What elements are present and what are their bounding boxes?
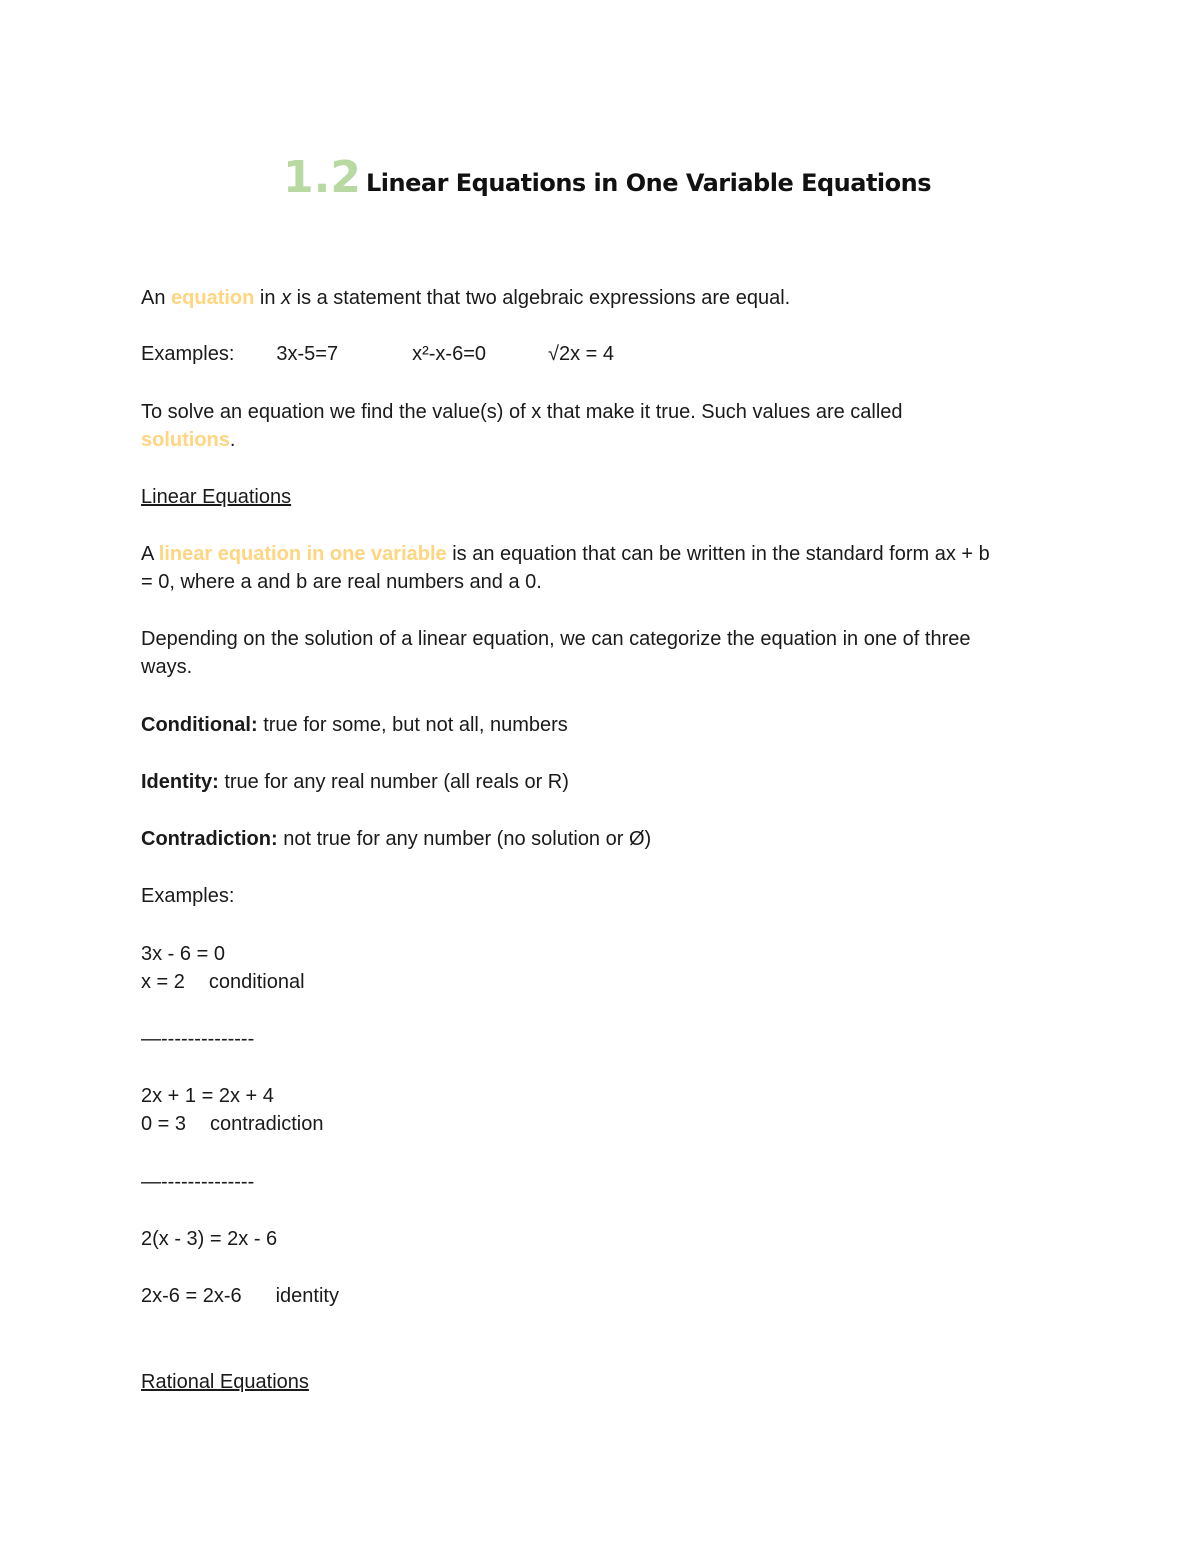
category-desc: true for some, but not all, numbers xyxy=(257,714,568,736)
variable-x: x xyxy=(281,287,292,309)
example-2-solution xyxy=(141,1110,323,1138)
examples-label: Examples: xyxy=(141,343,235,365)
category-desc: not true for any number (no solution or Ø) xyxy=(277,828,652,850)
category-contradiction xyxy=(141,825,651,853)
linear-text-b: is an equation that can be written in the standard form ax + b xyxy=(446,543,990,565)
example-solution: 0 = 3 xyxy=(141,1113,187,1135)
example-type: conditional xyxy=(208,971,305,993)
heading-linear-equations: Linear Equations xyxy=(141,486,292,508)
term-solutions: solutions xyxy=(141,429,230,451)
example-type: identity xyxy=(275,1285,339,1307)
def-text-c: is a statement that two algebraic expressions are equal. xyxy=(291,287,791,309)
category-identity xyxy=(141,768,569,796)
example-2-equation: 2x + 1 = 2x + 4 xyxy=(141,1085,274,1107)
example-item: 3x-5=7 xyxy=(276,343,339,365)
def-text-b: in xyxy=(254,287,282,309)
linear-definition xyxy=(141,540,990,568)
category-term: Conditional: xyxy=(141,714,258,736)
category-term: Contradiction: xyxy=(141,828,278,850)
example-item: √2x = 4 xyxy=(548,343,615,365)
definition-paragraph xyxy=(141,284,790,312)
example-3-equation: 2(x - 3) = 2x - 6 xyxy=(141,1228,278,1250)
category-term: Identity: xyxy=(141,771,219,793)
examples-row xyxy=(141,340,614,368)
categorize-text: Depending on the solution of a linear equation, we can categorize the equation in one of three xyxy=(141,628,971,650)
example-1-solution xyxy=(141,968,305,996)
term-equation: equation xyxy=(171,287,255,309)
solve-text: To solve an equation we find the value(s) of x that make it true. Such values are called xyxy=(141,401,903,423)
solve-text-end xyxy=(141,426,235,454)
example-1-equation: 3x - 6 = 0 xyxy=(141,943,225,965)
section-number: 1.2 xyxy=(283,152,361,203)
example-solution: x = 2 xyxy=(141,971,185,993)
separator: —-------------- xyxy=(141,1028,255,1050)
def-text-a: An xyxy=(141,287,172,309)
linear-definition-cont: = 0, where a and b are real numbers and a 0. xyxy=(141,571,542,593)
term-linear-equation: linear equation in one variable xyxy=(158,543,447,565)
examples-label-2: Examples: xyxy=(141,885,235,907)
categorize-text-cont: ways. xyxy=(141,656,193,678)
solve-period: . xyxy=(229,429,236,451)
heading-rational-equations: Rational Equations xyxy=(141,1371,309,1393)
separator: —-------------- xyxy=(141,1171,255,1193)
category-conditional xyxy=(141,711,568,739)
category-desc: true for any real number (all reals or R) xyxy=(218,771,569,793)
linear-text-a: A xyxy=(141,543,159,565)
example-solution: 2x-6 = 2x-6 xyxy=(141,1285,242,1307)
page-title: Linear Equations in One Variable Equations xyxy=(366,169,931,197)
example-item: x²-x-6=0 xyxy=(412,343,486,365)
example-type: contradiction xyxy=(210,1113,324,1135)
example-3-solution xyxy=(141,1282,339,1310)
